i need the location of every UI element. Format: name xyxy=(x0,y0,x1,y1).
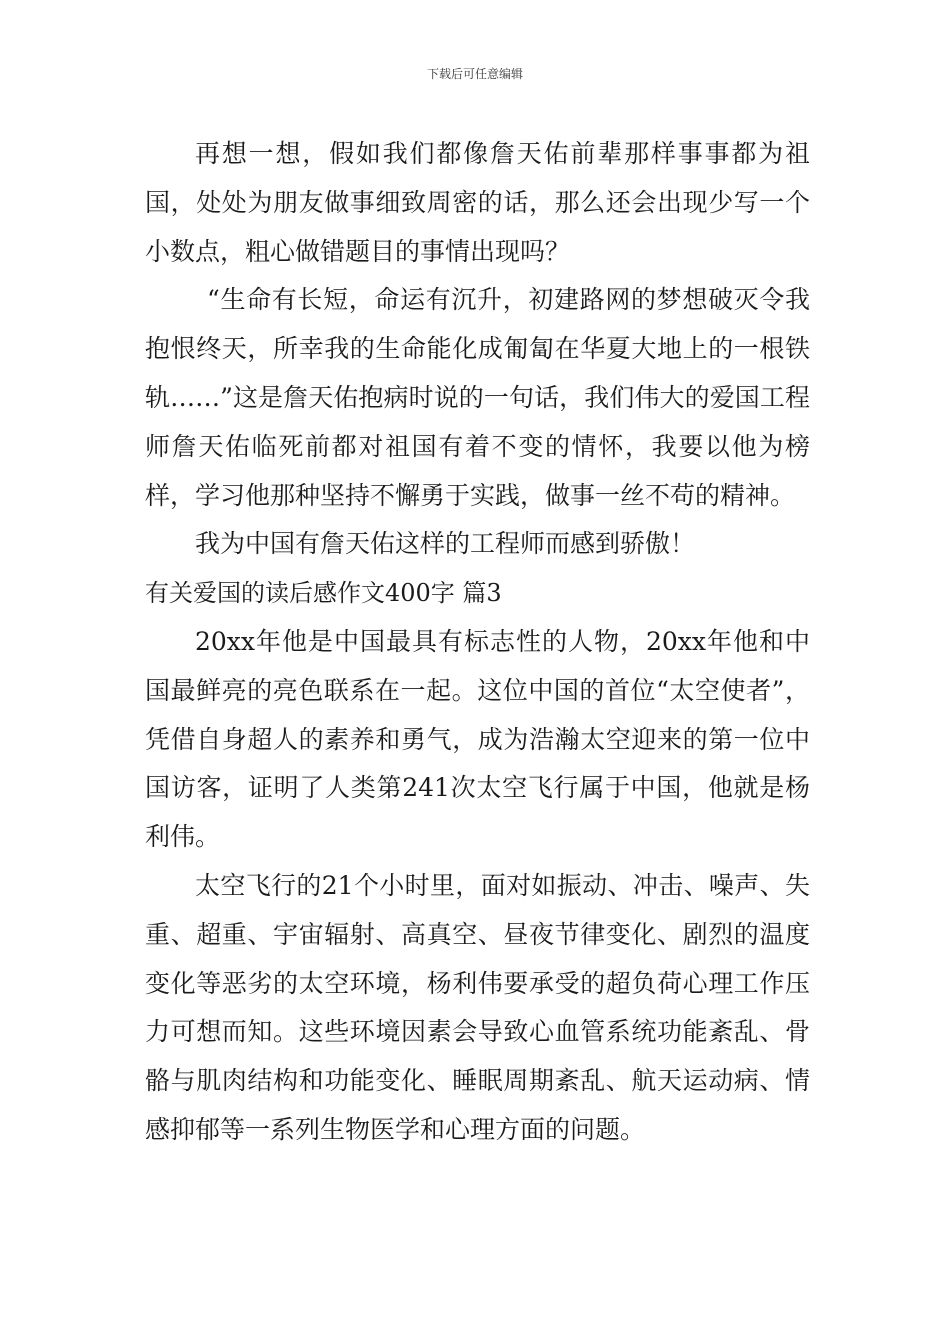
section-heading: 有关爱国的读后感作文400字 篇3 xyxy=(145,579,502,608)
paragraph-1: 再想一想，假如我们都像詹天佑前辈那样事事都为祖国，处处为朋友做事细致周密的话，那么还会出现少写一个小数点，粗心做错题目的事情出现吗？ xyxy=(145,139,810,266)
paragraph-3: 我为中国有詹天佑这样的工程师而感到骄傲！ xyxy=(195,529,696,559)
paragraph-5: 太空飞行的21个小时里，面对如振动、冲击、噪声、失重、超重、宇宙辐射、高真空、昼夜节律变化、剧烈的温度变化等恶劣的太空环境，杨利伟要承受的超负荷心理工作压力可想而知。这些环境因素会导致心血管系统功能紊乱、骨骼与肌肉结构和功能变化、睡眠周期紊乱、航天运动病、情感抑郁等一系列生物医学和心理方面的问题。 xyxy=(145,870,810,1144)
paragraph-4: 20xx年他是中国最具有标志性的人物，20xx年他和中国最鲜亮的亮色联系在一起。这位中国的首位“太空使者”，凭借自身超人的素养和勇气，成为浩瀚太空迎来的第一位中国访客，证明了人类第241次太空飞行属于中国，他就是杨利伟。 xyxy=(145,626,810,852)
page-header: 下载后可任意编辑 xyxy=(426,67,523,81)
paragraph-2: “生命有长短，命运有沉升，初建路网的梦想破灭令我抱恨终天，所幸我的生命能化成匍匐在华夏大地上的一根铁轨……”这是詹天佑抱病时说的一句话，我们伟大的爱国工程师詹天佑临死前都对祖国有着不变的情怀，我要以他为榜样，学习他那种坚持不懈勇于实践，做事一丝不苟的精神。 xyxy=(145,285,810,510)
document-body xyxy=(145,130,810,1155)
